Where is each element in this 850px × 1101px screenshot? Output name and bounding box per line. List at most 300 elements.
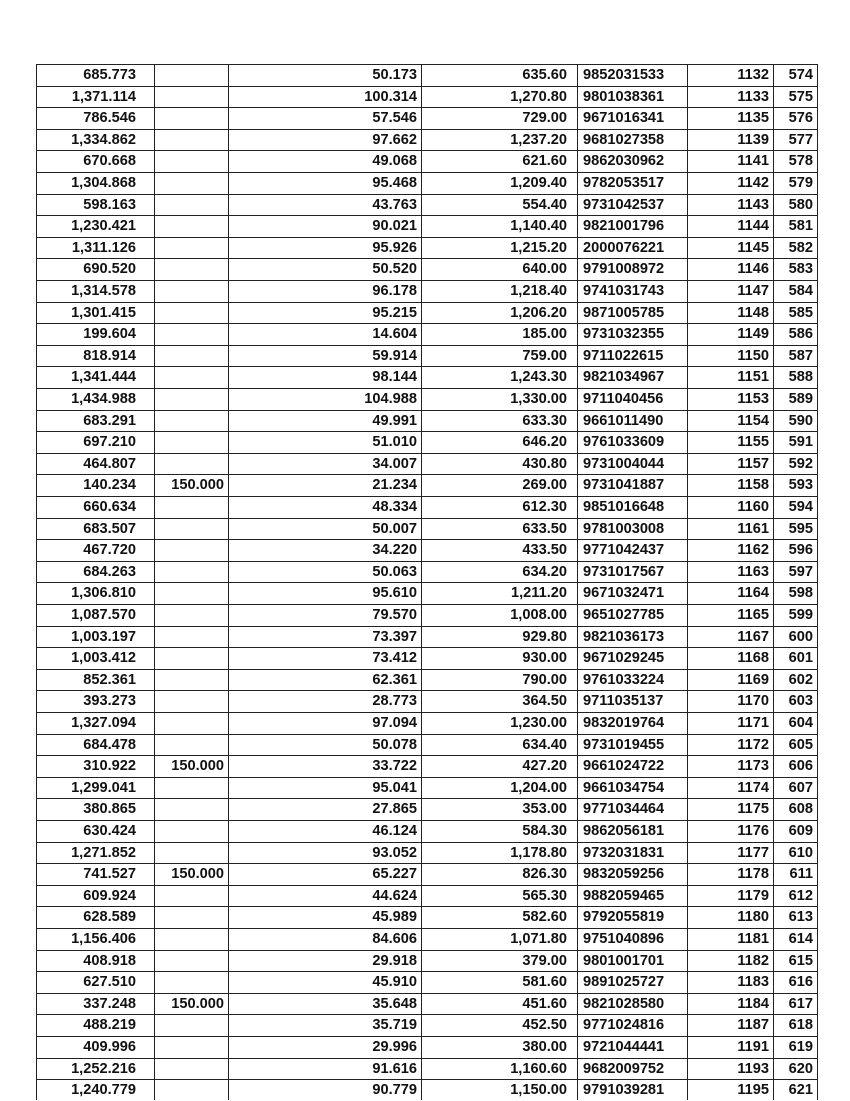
account-number-cell: 9661034754 [583,779,665,796]
base-amount-cell: 1,230.00 [510,715,567,731]
serial-number-cell: 608 [788,801,813,818]
serial-number-cell: 577 [788,131,813,148]
amount-total-cell: 1,341.444 [71,369,136,386]
base-amount-cell: 826.30 [522,866,567,883]
base-amount-cell: 1,140.40 [510,218,567,235]
voucher-number-cell: 1135 [737,110,769,127]
voucher-number-cell: 1167 [737,628,769,645]
amount-total-cell: 409.996 [83,1039,136,1055]
base-amount-cell: 634.20 [522,563,567,580]
base-amount-cell: 1,178.80 [510,844,567,861]
base-amount-cell: 584.30 [522,823,567,839]
tax-amount-cell: 59.914 [372,347,417,364]
tax-amount-cell: 95.926 [372,239,417,256]
adjustment-cell [154,302,226,324]
amount-total-cell: 1,003.197 [71,628,136,645]
base-amount-cell: 790.00 [522,671,567,688]
serial-number-cell: 614 [788,931,813,947]
voucher-number-cell: 1178 [737,866,769,883]
tax-amount-cell: 65.227 [372,866,417,883]
adjustment-cell: 150.000 [171,866,224,883]
account-number-cell: 9771024816 [583,1017,665,1034]
base-amount-cell: 929.80 [522,628,567,645]
adjustment-cell [154,971,226,993]
amount-total-cell: 467.720 [83,542,136,559]
account-number-cell: 9791008972 [583,261,665,278]
serial-number-cell: 594 [788,499,813,515]
amount-total-cell: 1,003.412 [71,650,136,667]
tax-amount-cell: 29.996 [372,1039,417,1055]
account-number-cell: 9851016648 [583,499,665,515]
voucher-number-cell: 1165 [737,607,769,623]
tax-amount-cell: 91.616 [372,1060,417,1077]
tax-amount-cell: 100.314 [364,88,417,105]
account-number-cell: 9821036173 [583,628,665,645]
voucher-number-cell: 1157 [737,455,769,472]
base-amount-cell: 554.40 [522,196,567,213]
serial-number-cell: 603 [788,693,813,710]
account-number-cell: 9671032471 [583,585,665,602]
base-amount-cell: 634.40 [522,736,567,753]
account-number-cell: 9731041887 [583,477,665,494]
account-number-cell: 9782053517 [583,175,665,191]
amount-total-cell: 393.273 [83,693,136,710]
adjustment-cell [154,431,226,453]
adjustment-cell [154,64,226,86]
tax-amount-cell: 14.604 [372,326,417,343]
adjustment-cell [154,626,226,648]
tax-amount-cell: 50.173 [372,67,417,83]
adjustment-cell [154,215,226,237]
base-amount-cell: 646.20 [522,434,567,451]
tax-amount-cell: 90.779 [372,1082,417,1099]
tax-amount-cell: 93.052 [372,844,417,861]
amount-total-cell: 488.219 [83,1017,136,1034]
account-number-cell: 9751040896 [583,931,665,947]
serial-number-cell: 615 [788,952,813,969]
adjustment-cell [154,366,226,388]
account-number-cell: 9801038361 [583,88,665,105]
voucher-number-cell: 1155 [737,434,769,451]
base-amount-cell: 729.00 [522,110,567,127]
serial-number-cell: 599 [788,607,813,623]
base-amount-cell: 930.00 [522,650,567,667]
account-number-cell: 9801001701 [583,952,665,969]
account-number-cell: 9821028580 [583,995,665,1012]
account-number-cell: 9862030962 [583,153,665,170]
adjustment-cell: 150.000 [171,477,224,494]
voucher-number-cell: 1169 [737,671,769,688]
adjustment-cell [154,669,226,691]
serial-number-cell: 586 [788,326,813,343]
base-amount-cell: 452.50 [522,1017,567,1034]
amount-total-cell: 697.210 [83,434,136,451]
base-amount-cell: 581.60 [522,974,567,991]
tax-amount-cell: 34.007 [372,455,417,472]
tax-amount-cell: 98.144 [372,369,417,386]
account-number-cell: 9732031831 [583,844,665,861]
voucher-number-cell: 1172 [737,736,769,753]
adjustment-cell [154,107,226,129]
voucher-number-cell: 1133 [737,88,769,105]
tax-amount-cell: 21.234 [372,477,417,494]
adjustment-cell [154,410,226,432]
amount-total-cell: 1,327.094 [71,715,136,731]
base-amount-cell: 1,243.30 [510,369,567,386]
serial-number-cell: 581 [788,218,813,235]
voucher-number-cell: 1170 [737,693,769,710]
serial-number-cell: 591 [788,434,813,451]
base-amount-cell: 1,237.20 [510,131,567,148]
base-amount-cell: 1,160.60 [510,1060,567,1077]
amount-total-cell: 683.507 [83,520,136,537]
adjustment-cell [154,86,226,108]
base-amount-cell: 1,206.20 [510,304,567,321]
account-number-cell: 9792055819 [583,909,665,926]
adjustment-cell [154,712,226,734]
account-number-cell: 9862056181 [583,823,665,839]
serial-number-cell: 610 [788,844,813,861]
adjustment-cell [154,820,226,842]
tax-amount-cell: 35.719 [372,1017,417,1034]
voucher-number-cell: 1150 [737,347,769,364]
column-divider [577,64,578,1100]
tax-amount-cell: 50.063 [372,563,417,580]
base-amount-cell: 430.80 [522,455,567,472]
base-amount-cell: 451.60 [522,995,567,1012]
amount-total-cell: 1,306.810 [71,585,136,602]
serial-number-cell: 579 [788,175,813,191]
amount-total-cell: 852.361 [83,671,136,688]
voucher-number-cell: 1174 [737,779,769,796]
adjustment-cell [154,453,226,475]
tax-amount-cell: 73.397 [372,628,417,645]
tax-amount-cell: 34.220 [372,542,417,559]
serial-number-cell: 602 [788,671,813,688]
serial-number-cell: 613 [788,909,813,926]
voucher-number-cell: 1154 [737,412,769,429]
amount-total-cell: 1,371.114 [71,88,136,105]
amount-total-cell: 1,304.868 [71,175,136,191]
voucher-number-cell: 1175 [737,801,769,818]
amount-total-cell: 741.527 [83,866,136,883]
serial-number-cell: 597 [788,563,813,580]
tax-amount-cell: 50.007 [372,520,417,537]
base-amount-cell: 1,211.20 [510,585,567,602]
base-amount-cell: 379.00 [522,952,567,969]
tax-amount-cell: 50.078 [372,736,417,753]
adjustment-cell [154,388,226,410]
account-number-cell: 9731004044 [583,455,665,472]
adjustment-cell [154,1014,226,1036]
column-divider [773,64,774,1100]
serial-number-cell: 620 [788,1060,813,1077]
amount-total-cell: 683.291 [83,412,136,429]
adjustment-cell [154,647,226,669]
amount-total-cell: 786.546 [83,110,136,127]
account-number-cell: 9651027785 [583,607,665,623]
tax-amount-cell: 95.215 [372,304,417,321]
tax-amount-cell: 90.021 [372,218,417,235]
serial-number-cell: 595 [788,520,813,537]
adjustment-cell [154,842,226,864]
adjustment-cell [154,194,226,216]
serial-number-cell: 596 [788,542,813,559]
amount-total-cell: 310.922 [83,758,136,775]
voucher-number-cell: 1139 [737,131,769,148]
base-amount-cell: 1,204.00 [510,779,567,796]
account-number-cell: 9731032355 [583,326,665,343]
tax-amount-cell: 97.662 [372,131,417,148]
serial-number-cell: 611 [789,866,813,883]
adjustment-cell [154,1058,226,1080]
amount-total-cell: 1,271.852 [71,844,136,861]
amount-total-cell: 337.248 [83,995,136,1012]
tax-amount-cell: 104.988 [364,391,417,407]
voucher-number-cell: 1148 [737,304,769,321]
serial-number-cell: 588 [788,369,813,386]
voucher-number-cell: 1180 [737,909,769,926]
serial-number-cell: 590 [788,412,813,429]
base-amount-cell: 269.00 [522,477,567,494]
account-number-cell: 9711022615 [583,347,664,364]
serial-number-cell: 584 [788,283,813,299]
account-number-cell: 9791039281 [583,1082,665,1099]
amount-total-cell: 630.424 [83,823,136,839]
adjustment-cell [154,798,226,820]
base-amount-cell: 635.60 [522,67,567,83]
tax-amount-cell: 45.910 [372,974,417,991]
voucher-number-cell: 1141 [737,153,769,170]
voucher-number-cell: 1144 [737,218,769,235]
account-number-cell: 9771034464 [583,801,665,818]
tax-amount-cell: 45.989 [372,909,417,926]
base-amount-cell: 640.00 [522,261,567,278]
serial-number-cell: 601 [788,650,813,667]
voucher-number-cell: 1160 [737,499,769,515]
adjustment-cell [154,950,226,972]
adjustment-cell [154,280,226,302]
adjustment-cell [154,604,226,626]
column-divider [687,64,688,1100]
account-number-cell: 9711040456 [583,391,664,407]
tax-amount-cell: 43.763 [372,196,417,213]
serial-number-cell: 583 [788,261,813,278]
voucher-number-cell: 1151 [737,369,769,386]
account-number-cell: 9731019455 [583,736,665,753]
voucher-number-cell: 1179 [737,887,769,904]
base-amount-cell: 353.00 [522,801,567,818]
base-amount-cell: 433.50 [522,542,567,559]
serial-number-cell: 582 [788,239,813,256]
data-table [36,64,826,1100]
adjustment-cell [154,172,226,194]
voucher-number-cell: 1195 [737,1082,769,1099]
base-amount-cell: 633.30 [522,412,567,429]
voucher-number-cell: 1184 [737,995,769,1012]
tax-amount-cell: 46.124 [372,823,417,839]
voucher-number-cell: 1181 [737,931,769,947]
amount-total-cell: 1,156.406 [71,931,136,947]
account-number-cell: 9781003008 [583,520,665,537]
base-amount-cell: 1,150.00 [510,1082,567,1099]
base-amount-cell: 1,330.00 [510,391,567,407]
tax-amount-cell: 57.546 [372,110,417,127]
column-divider [36,64,37,1100]
adjustment-cell [154,496,226,518]
serial-number-cell: 604 [788,715,813,731]
serial-number-cell: 592 [788,455,813,472]
amount-total-cell: 670.668 [83,153,136,170]
adjustment-cell [154,885,226,907]
base-amount-cell: 1,071.80 [510,931,567,947]
account-number-cell: 9771042437 [583,542,665,559]
tax-amount-cell: 73.412 [372,650,417,667]
tax-amount-cell: 33.722 [372,758,417,775]
voucher-number-cell: 1173 [737,758,769,775]
tax-amount-cell: 48.334 [372,499,417,515]
account-number-cell: 9832019764 [583,715,665,731]
voucher-number-cell: 1153 [737,391,769,407]
serial-number-cell: 609 [788,823,813,839]
amount-total-cell: 684.478 [83,736,136,753]
amount-total-cell: 380.865 [83,801,136,818]
voucher-number-cell: 1158 [737,477,769,494]
account-number-cell: 9741031743 [583,283,665,299]
tax-amount-cell: 28.773 [372,693,417,710]
adjustment-cell: 150.000 [171,995,224,1012]
voucher-number-cell: 1193 [737,1060,769,1077]
base-amount-cell: 185.00 [522,326,567,343]
amount-total-cell: 408.918 [83,952,136,969]
voucher-number-cell: 1191 [737,1039,769,1055]
voucher-number-cell: 1164 [737,585,769,602]
tax-amount-cell: 95.610 [372,585,417,602]
voucher-number-cell: 1132 [737,67,769,83]
voucher-number-cell: 1147 [737,283,769,299]
adjustment-cell [154,323,226,345]
adjustment-cell [154,539,226,561]
voucher-number-cell: 1177 [737,844,769,861]
serial-number-cell: 576 [788,110,813,127]
serial-number-cell: 600 [788,628,813,645]
base-amount-cell: 1,215.20 [510,239,567,256]
serial-number-cell: 575 [788,88,813,105]
tax-amount-cell: 49.991 [372,412,417,429]
voucher-number-cell: 1183 [737,974,769,991]
adjustment-cell [154,150,226,172]
account-number-cell: 9731017567 [583,563,665,580]
account-number-cell: 9681027358 [583,131,665,148]
account-number-cell: 2000076221 [583,239,665,256]
adjustment-cell: 150.000 [171,758,224,775]
serial-number-cell: 605 [788,736,813,753]
amount-total-cell: 1,299.041 [71,779,136,796]
voucher-number-cell: 1163 [737,563,769,580]
serial-number-cell: 606 [788,758,813,775]
tax-amount-cell: 44.624 [372,887,417,904]
voucher-number-cell: 1161 [737,520,769,537]
account-number-cell: 9711035137 [583,693,664,710]
amount-total-cell: 1,334.862 [71,131,136,148]
serial-number-cell: 621 [788,1082,813,1099]
amount-total-cell: 684.263 [83,563,136,580]
tax-amount-cell: 62.361 [372,671,417,688]
adjustment-cell [154,906,226,928]
amount-total-cell: 1,252.216 [71,1060,136,1077]
amount-total-cell: 1,314.578 [71,283,136,299]
amount-total-cell: 628.589 [83,909,136,926]
serial-number-cell: 580 [788,196,813,213]
amount-total-cell: 818.914 [83,347,136,364]
serial-number-cell: 598 [788,585,813,602]
adjustment-cell [154,1079,226,1101]
voucher-number-cell: 1162 [737,542,769,559]
base-amount-cell: 364.50 [522,693,567,710]
voucher-number-cell: 1145 [737,239,769,256]
account-number-cell: 9882059465 [583,887,665,904]
tax-amount-cell: 84.606 [372,931,417,947]
adjustment-cell [154,690,226,712]
tax-amount-cell: 79.570 [372,607,417,623]
account-number-cell: 9871005785 [583,304,665,321]
tax-amount-cell: 27.865 [372,801,417,818]
voucher-number-cell: 1171 [737,715,769,731]
voucher-number-cell: 1142 [737,175,769,191]
account-number-cell: 9661011490 [583,412,664,429]
base-amount-cell: 1,218.40 [510,283,567,299]
tax-amount-cell: 97.094 [372,715,417,731]
voucher-number-cell: 1176 [737,823,769,839]
voucher-number-cell: 1146 [737,261,769,278]
serial-number-cell: 589 [788,391,813,407]
amount-total-cell: 199.604 [83,326,136,343]
serial-number-cell: 616 [788,974,813,991]
account-number-cell: 9761033609 [583,434,665,451]
voucher-number-cell: 1149 [737,326,769,343]
amount-total-cell: 140.234 [83,477,136,494]
account-number-cell: 9661024722 [583,758,665,775]
base-amount-cell: 612.30 [522,499,567,515]
adjustment-cell [154,518,226,540]
serial-number-cell: 593 [788,477,813,494]
amount-total-cell: 660.634 [83,499,136,515]
serial-number-cell: 585 [788,304,813,321]
base-amount-cell: 427.20 [522,758,567,775]
amount-total-cell: 685.773 [83,67,136,83]
account-number-cell: 9821034967 [583,369,665,386]
serial-number-cell: 578 [788,153,813,170]
base-amount-cell: 759.00 [522,347,567,364]
tax-amount-cell: 29.918 [372,952,417,969]
account-number-cell: 9891025727 [583,974,665,991]
serial-number-cell: 587 [788,347,813,364]
serial-number-cell: 574 [788,67,813,83]
amount-total-cell: 1,230.421 [71,218,136,235]
voucher-number-cell: 1182 [737,952,769,969]
amount-total-cell: 609.924 [83,887,136,904]
serial-number-cell: 619 [788,1039,813,1055]
amount-total-cell: 464.807 [83,455,136,472]
adjustment-cell [154,777,226,799]
column-divider [817,64,818,1100]
column-divider [421,64,422,1100]
adjustment-cell [154,1036,226,1058]
account-number-cell: 9821001796 [583,218,665,235]
account-number-cell: 9761033224 [583,671,665,688]
adjustment-cell [154,237,226,259]
adjustment-cell [154,928,226,950]
